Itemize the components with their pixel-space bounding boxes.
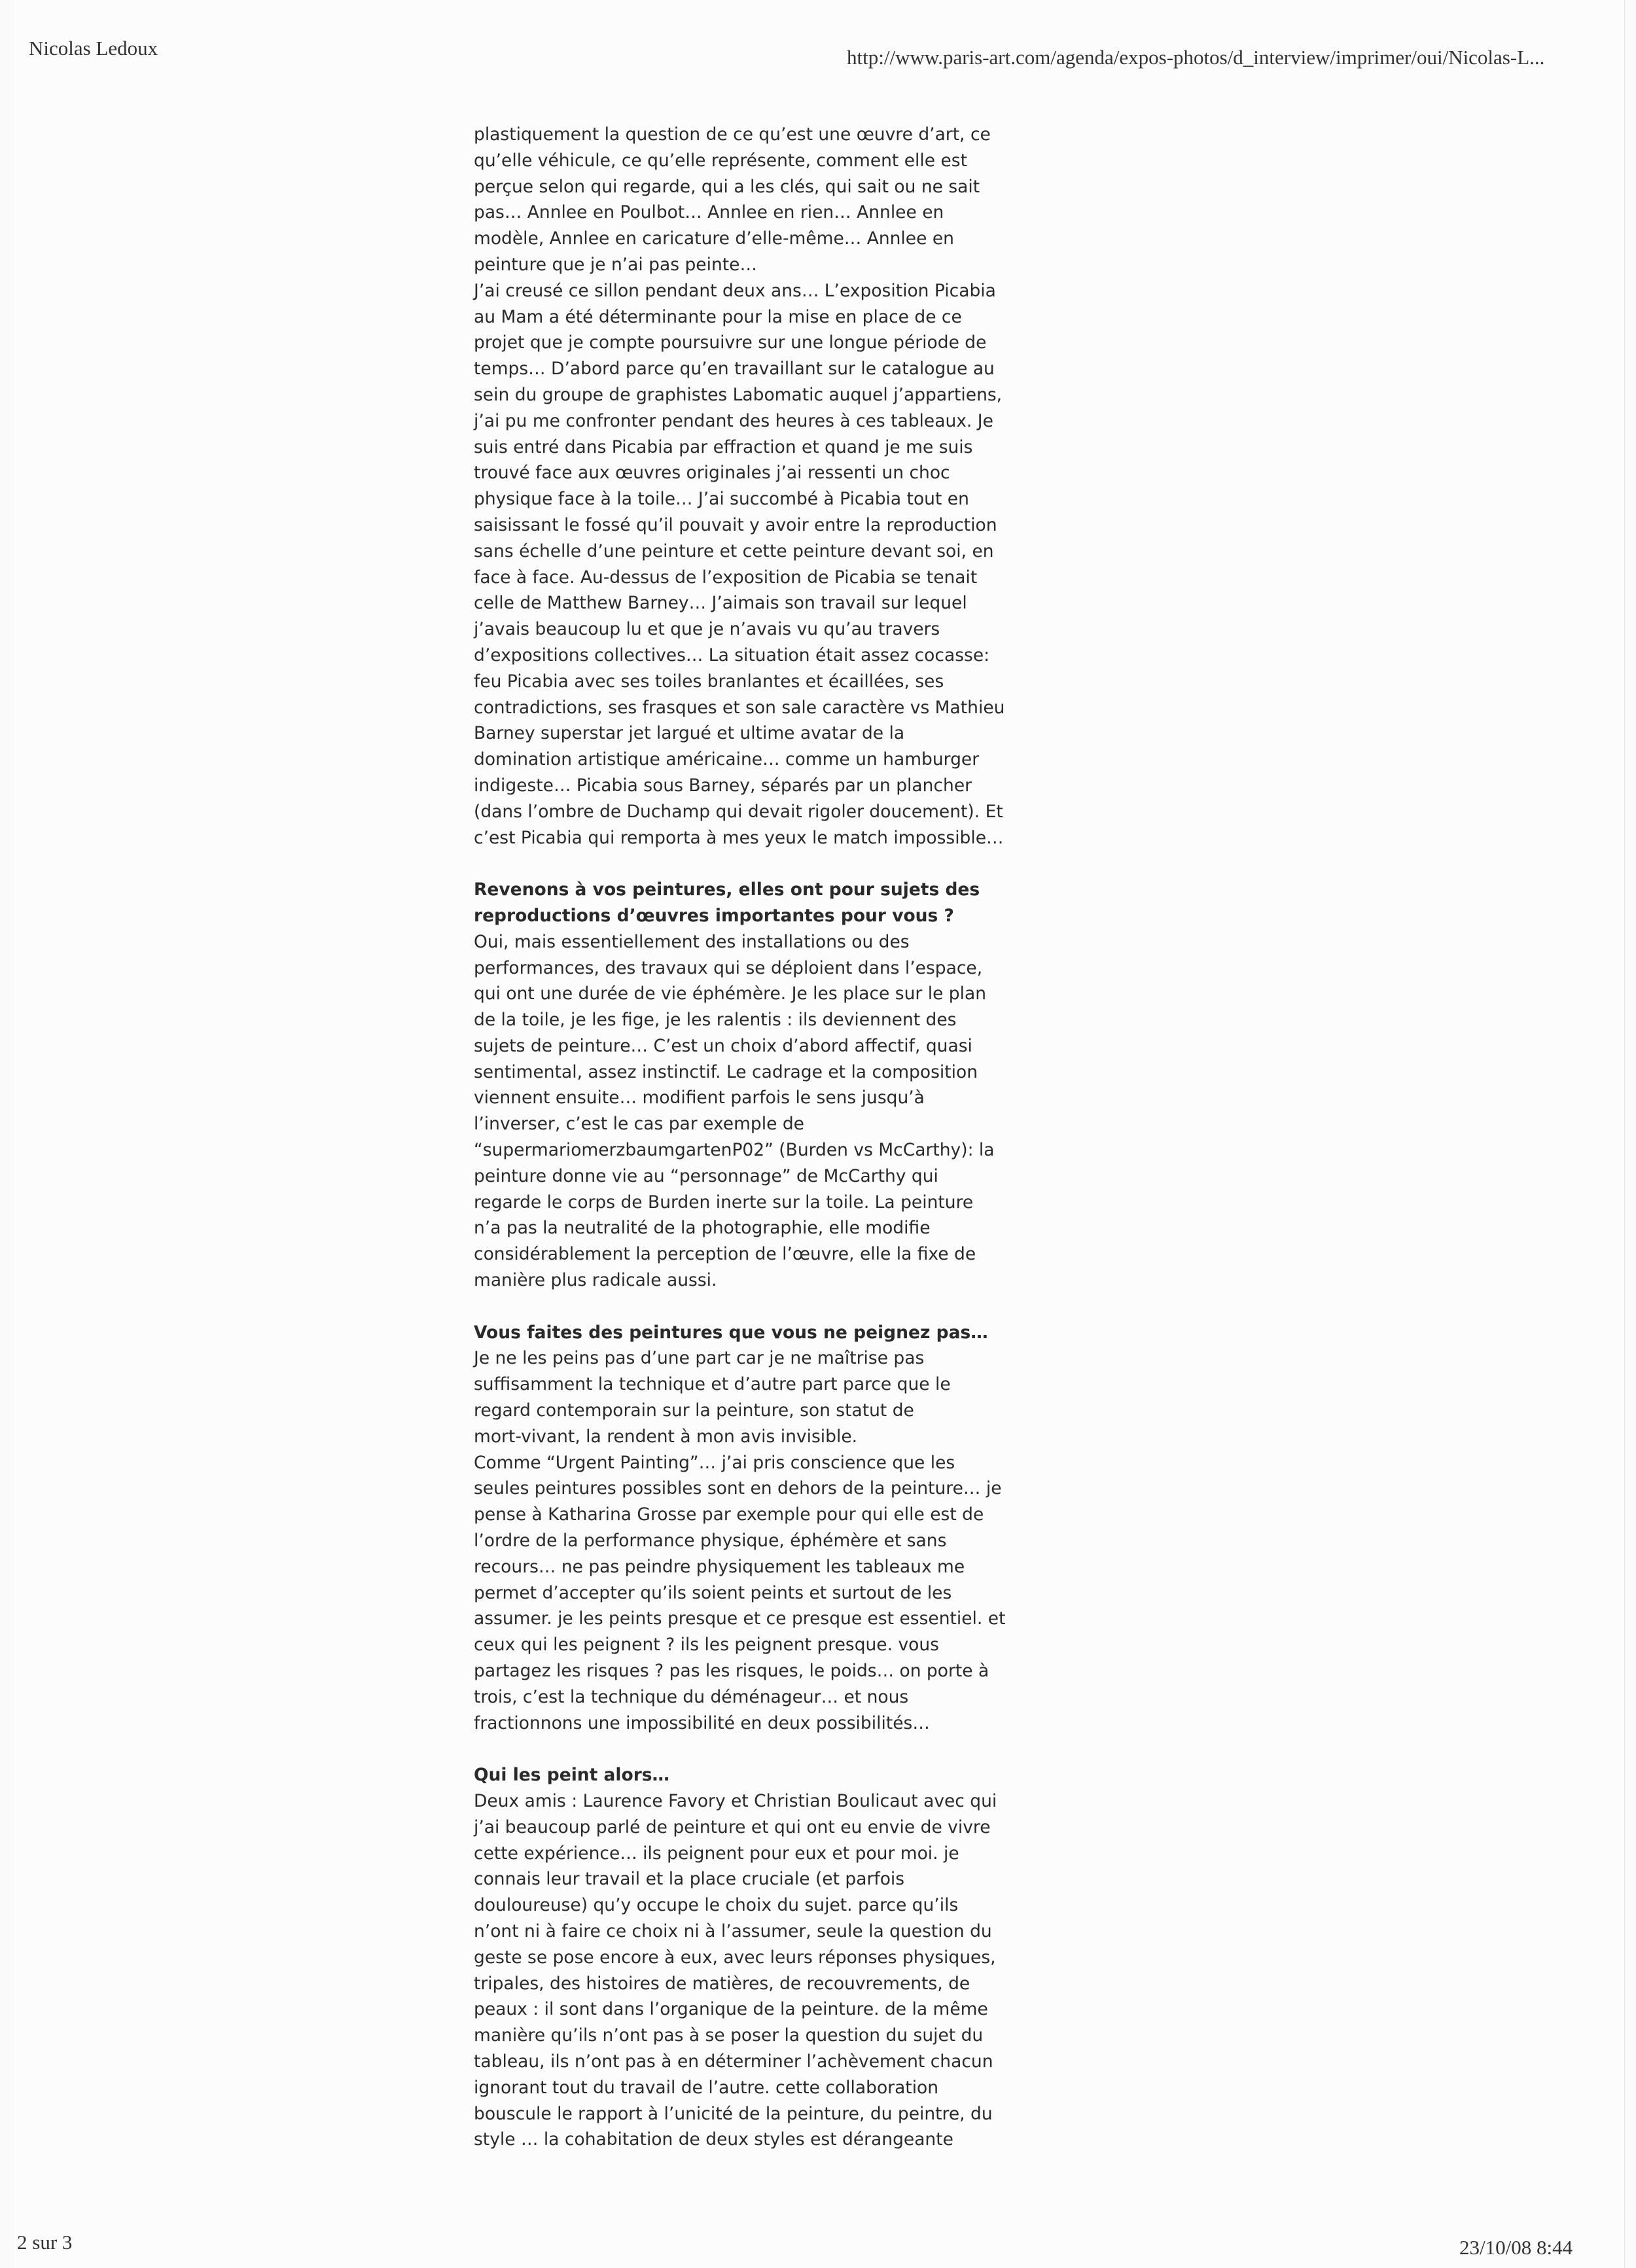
text-line: pense à Katharina Grosse par exemple pour qui elle est de	[474, 1504, 984, 1525]
text-line: j’ai beaucoup parlé de peinture et qui ont eu envie de vivre	[474, 1816, 991, 1837]
text-line: j’ai pu me confronter pendant des heures à ces tableaux. Je	[474, 410, 993, 431]
text-line: permet d’accepter qu’ils soient peints et surtout de les	[474, 1582, 952, 1603]
text-line: domination artistique américaine… comme un hamburger	[474, 749, 980, 770]
question-line: Revenons à vos peintures, elles ont pour sujets des	[474, 879, 980, 900]
footer-page-number: 2 sur 3	[17, 2231, 73, 2254]
paragraph-4	[474, 1788, 1050, 2153]
text-line: sein du groupe de graphistes Labomatic auquel j’appartiens,	[474, 384, 1003, 405]
paragraph-3	[474, 1345, 1050, 1736]
text-line: manière plus radicale aussi.	[474, 1270, 717, 1291]
text-line: Je ne les peins pas d’une part car je ne maîtrise pas	[474, 1348, 925, 1369]
text-line: l’inverser, c’est le cas par exemple de	[474, 1114, 804, 1135]
text-line: perçue selon qui regarde, qui a les clés, qui sait ou ne sait	[474, 176, 980, 197]
text-line: assumer. je les peints presque et ce presque est essentiel. et	[474, 1608, 1006, 1629]
text-line: regard contemporain sur la peinture, son statut de	[474, 1400, 914, 1421]
text-line: ceux qui les peignent ? ils les peignent presque. vous	[474, 1635, 939, 1656]
text-line: temps… D’abord parce qu’en travaillant sur le catalogue au	[474, 359, 995, 380]
text-line: feu Picabia avec ses toiles branlantes et écaillées, ses	[474, 671, 944, 692]
text-line: au Mam a été déterminante pour la mise en place de ce	[474, 306, 962, 327]
question-2	[474, 1320, 1050, 1346]
text-line: (dans l’ombre de Duchamp qui devait rigoler doucement). Et	[474, 801, 1003, 822]
paragraph-1	[474, 122, 1050, 851]
text-line: partagez les risques ? pas les risques, le poids… on porte à	[474, 1661, 989, 1682]
text-line: J’ai creusé ce sillon pendant deux ans… L’exposition Picabia	[474, 280, 996, 301]
text-line: l’ordre de la performance physique, éphémère et sans	[474, 1531, 947, 1551]
text-line: style … la cohabitation de deux styles est dérangeante	[474, 2129, 953, 2150]
text-line: Comme “Urgent Painting”… j’ai pris conscience que les	[474, 1452, 955, 1473]
text-line: seules peintures possibles sont en dehors de la peinture… je	[474, 1478, 1002, 1499]
text-line: plastiquement la question de ce qu’est une œuvre d’art, ce	[474, 124, 991, 145]
header-page-title: Nicolas Ledoux	[29, 37, 158, 60]
paragraph-2	[474, 929, 1050, 1294]
text-line: bouscule le rapport à l’unicité de la peinture, du peintre, du	[474, 2103, 993, 2124]
text-line: indigeste… Picabia sous Barney, séparés par un plancher	[474, 775, 972, 796]
text-line: projet que je compte poursuivre sur une longue période de	[474, 332, 987, 353]
question-3	[474, 1762, 1050, 1788]
text-line: trouvé face aux œuvres originales j’ai ressenti un choc	[474, 463, 950, 484]
text-line: suis entré dans Picabia par effraction et quand je me suis	[474, 436, 973, 457]
text-line: Barney superstar jet largué et ultime avatar de la	[474, 723, 905, 744]
text-line: suffisamment la technique et d’autre part parce que le	[474, 1374, 951, 1395]
header-source-url: http://www.paris-art.com/agenda/expos-photos/d_interview/imprimer/oui/Nicolas-L...	[847, 46, 1545, 69]
text-line: de la toile, je les fige, je les ralentis : ils deviennent des	[474, 1010, 957, 1031]
text-line: performances, des travaux qui se déploient dans l’espace,	[474, 957, 983, 978]
text-line: celle de Matthew Barney… J’aimais son travail sur lequel	[474, 593, 967, 614]
text-line: cette expérience… ils peignent pour eux et pour moi. je	[474, 1843, 959, 1864]
text-line: modèle, Annlee en caricature d’elle-même… Annlee en	[474, 228, 954, 249]
text-line: j’avais beaucoup lu et que je n’avais vu qu’au travers	[474, 619, 940, 640]
text-line: contradictions, ses frasques et son sale caractère vs Mathieu	[474, 697, 1005, 718]
question-1	[474, 877, 1050, 929]
text-line: fractionnons une impossibilité en deux possibilités…	[474, 1712, 930, 1733]
paragraph-gap	[474, 1294, 1050, 1320]
text-line: n’ont ni à faire ce choix ni à l’assumer, seule la question du	[474, 1921, 992, 1941]
paragraph-gap	[474, 1736, 1050, 1762]
text-line: face à face. Au-dessus de l’exposition de Picabia se tenait	[474, 567, 978, 588]
text-line: considérablement la perception de l’œuvre, elle la fixe de	[474, 1244, 976, 1265]
text-line: d’expositions collectives… La situation était assez cocasse:	[474, 645, 990, 665]
text-line: Oui, mais essentiellement des installations ou des	[474, 931, 910, 952]
text-line: sans échelle d’une peinture et cette peinture devant soi, en	[474, 540, 994, 561]
text-line: manière qu’ils n’ont pas à se poser la question du sujet du	[474, 2025, 984, 2046]
text-line: tableau, ils n’ont pas à en déterminer l’achèvement chacun	[474, 2051, 993, 2072]
text-line: sujets de peinture… C’est un choix d’abord affectif, quasi	[474, 1035, 972, 1056]
text-line: sentimental, assez instinctif. Le cadrage et la composition	[474, 1061, 978, 1082]
text-line: pas… Annlee en Poulbot… Annlee en rien… Annlee en	[474, 202, 944, 223]
question-line: reproductions d’œuvres importantes pour vous ?	[474, 905, 954, 926]
text-line: trois, c’est la technique du déménageur… et nous	[474, 1686, 909, 1707]
question-line: Vous faites des peintures que vous ne peignez pas…	[474, 1322, 988, 1343]
text-line: c’est Picabia qui remporta à mes yeux le match impossible…	[474, 827, 1004, 848]
article-body	[474, 122, 1050, 2153]
text-line: qui ont une durée de vie éphémère. Je les place sur le plan	[474, 983, 987, 1004]
footer-print-datetime: 23/10/08 8:44	[1459, 2236, 1573, 2259]
text-line: ignorant tout du travail de l’autre. cette collaboration	[474, 2077, 939, 2098]
text-line: peinture que je n’ai pas peinte…	[474, 254, 757, 275]
text-line: physique face à la toile… J’ai succombé à Picabia tout en	[474, 489, 969, 510]
text-line: tripales, des histoires de matières, de recouvrements, de	[474, 1973, 970, 1994]
text-line: mort-vivant, la rendent à mon avis invisible.	[474, 1426, 858, 1447]
text-line: viennent ensuite… modifient parfois le sens jusqu’à	[474, 1088, 925, 1108]
question-line: Qui les peint alors…	[474, 1765, 670, 1786]
text-line: geste se pose encore à eux, avec leurs réponses physiques,	[474, 1947, 996, 1968]
text-line: qu’elle véhicule, ce qu’elle représente, comment elle est	[474, 150, 967, 171]
text-line: regarde le corps de Burden inerte sur la toile. La peinture	[474, 1192, 974, 1213]
text-line: recours… ne pas peindre physiquement les tableaux me	[474, 1556, 965, 1577]
text-line: douloureuse) qu’y occupe le choix du sujet. parce qu’ils	[474, 1895, 959, 1916]
text-line: n’a pas la neutralité de la photographie, elle modifie	[474, 1218, 931, 1239]
text-line: peinture donne vie au “personnage” de McCarthy qui	[474, 1165, 938, 1186]
text-line: peaux : il sont dans l’organique de la peinture. de la même	[474, 1999, 988, 2020]
paragraph-gap	[474, 851, 1050, 877]
text-line: connais leur travail et la place cruciale (et parfois	[474, 1869, 905, 1890]
text-line: saisissant le fossé qu’il pouvait y avoir entre la reproduction	[474, 514, 997, 535]
text-line: Deux amis : Laurence Favory et Christian Boulicaut avec qui	[474, 1791, 997, 1811]
text-line: “supermariomerzbaumgartenP02” (Burden vs McCarthy): la	[474, 1140, 995, 1161]
